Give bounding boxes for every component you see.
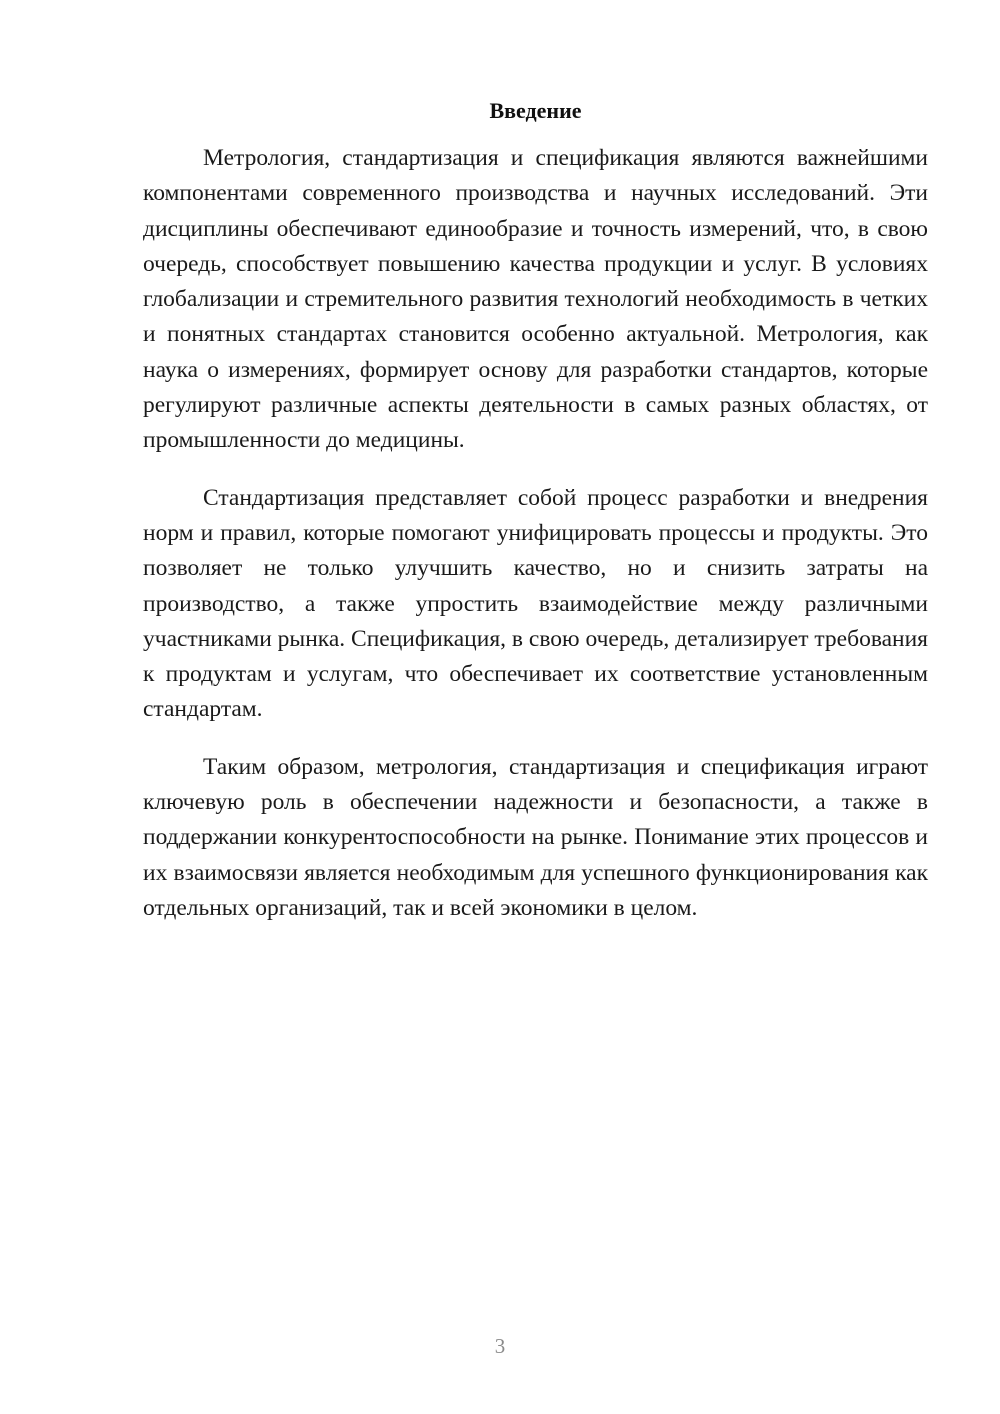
page-content	[143, 94, 928, 948]
page-number: 3	[494, 1334, 506, 1358]
page-title: Введение	[489, 98, 582, 123]
paragraph-3: Таким образом, метрология, стандартизация и спецификация играют ключевую роль в обеспечении надежности и безопасности, а также в поддержании конкурентоспособности на рынке. Понимание этих процессов и их взаимосвязи является необходимым для успешного функционирования как отдельных организаций, так и всей экономики в целом.	[143, 753, 928, 921]
paragraph-1: Метрология, стандартизация и спецификация являются важнейшими компонентами современного производства и научных исследований. Эти дисциплины обеспечивают единообразие и точность измерений, что, в свою очередь, способствует повышению качества продукции и услуг. В условиях глобализации и стремительного развития технологий необходимость в четких и понятных стандартах становится особенно актуальной. Метрология, как наука о измерениях, формирует основу для разработки стандартов, которые регулируют различные аспекты деятельности в самых разных областях, от промышленности до медицины.	[143, 145, 928, 454]
paragraph-2: Стандартизация представляет собой процесс разработки и внедрения норм и правил, которые помогают унифицировать процессы и продукты. Это позволяет не только улучшить качество, но и снизить затраты на производство, а также упростить взаимодействие между различными участниками рынка. Спецификация, в свою очередь, детализирует требования к продуктам и услугам, что обеспечивает их соответствие установленным стандартам.	[143, 484, 928, 723]
